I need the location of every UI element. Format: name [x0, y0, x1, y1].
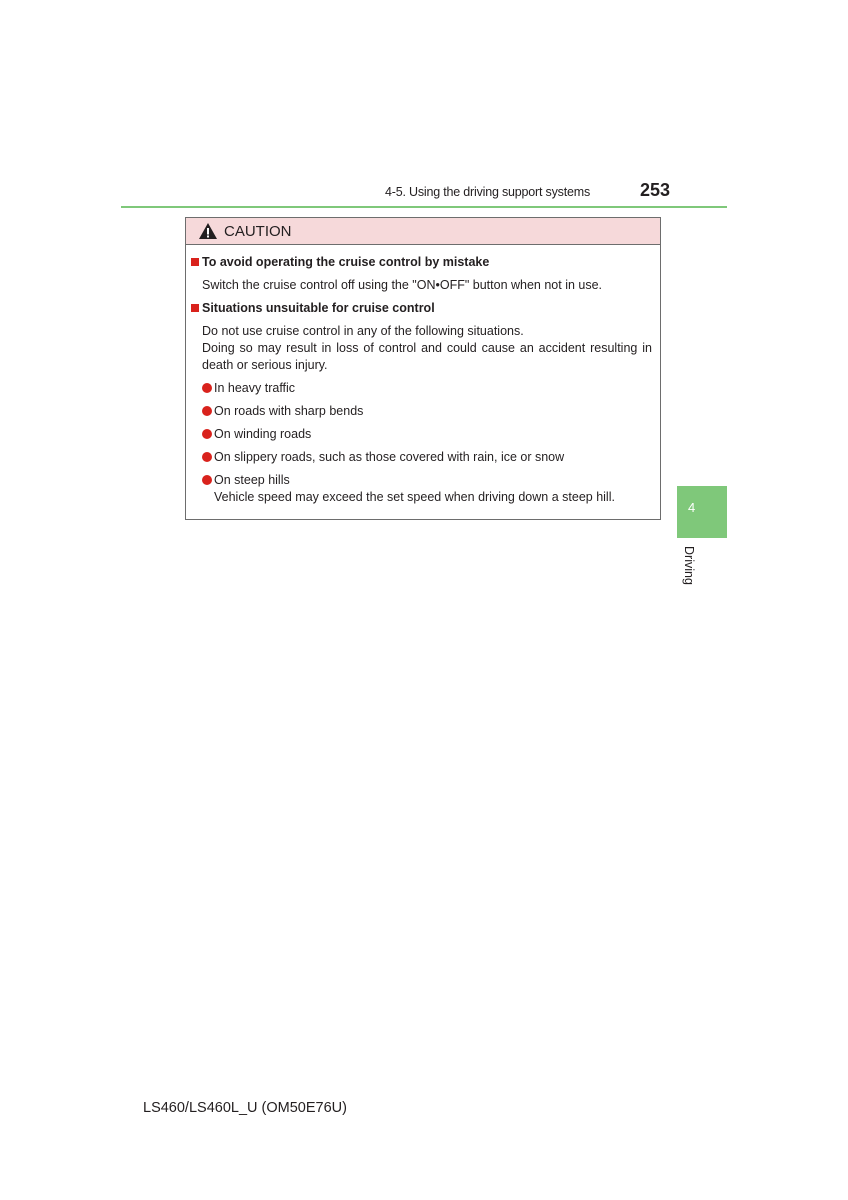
list-item [190, 380, 652, 397]
round-bullet-icon [202, 452, 212, 462]
list-item [190, 449, 652, 466]
warning-triangle-icon [198, 222, 218, 240]
caution-header [186, 218, 660, 245]
section-heading [190, 300, 652, 317]
caution-label: CAUTION [224, 222, 292, 240]
page-number: 253 [640, 180, 671, 200]
list-item [190, 472, 652, 506]
list-item-text: In heavy traffic [214, 381, 296, 395]
section-title: 4-5. Using the driving support systems [385, 185, 590, 199]
chapter-tab [677, 486, 727, 538]
round-bullet-icon [202, 383, 212, 393]
list-item-text: On roads with sharp bends [214, 404, 364, 418]
chapter-number: 4 [688, 500, 696, 515]
square-bullet-icon [191, 258, 199, 266]
square-bullet-icon [191, 304, 199, 312]
paragraph: Switch the cruise control off using the "ON•OFF" button when not in use. [202, 278, 603, 292]
round-bullet-icon [202, 475, 212, 485]
footer-model: LS460/LS460L_U (OM50E76U) [143, 1100, 347, 1116]
caution-box [185, 217, 661, 520]
list-item-note: Vehicle speed may exceed the set speed when driving down a steep hill. [214, 490, 615, 504]
list-item [190, 403, 652, 420]
header-rule [121, 206, 727, 208]
section-heading [190, 254, 652, 271]
paragraph [190, 323, 652, 374]
list-item [190, 426, 652, 443]
round-bullet-icon [202, 406, 212, 416]
caution-body [190, 254, 652, 506]
paragraph-line: Do not use cruise control in any of the following situations. [202, 324, 524, 338]
paragraph-line: Doing so may result in loss of control and could cause an accident resulting in death or serious injury. [202, 341, 652, 372]
list-item-text: On slippery roads, such as those covered with rain, ice or snow [214, 450, 565, 464]
round-bullet-icon [202, 429, 212, 439]
chapter-label: Driving [682, 546, 696, 585]
section-heading-text: To avoid operating the cruise control by mistake [202, 255, 490, 269]
list-item-text: On steep hills [214, 473, 290, 487]
list-item-text: On winding roads [214, 427, 312, 441]
section-heading-text: Situations unsuitable for cruise control [202, 301, 435, 315]
